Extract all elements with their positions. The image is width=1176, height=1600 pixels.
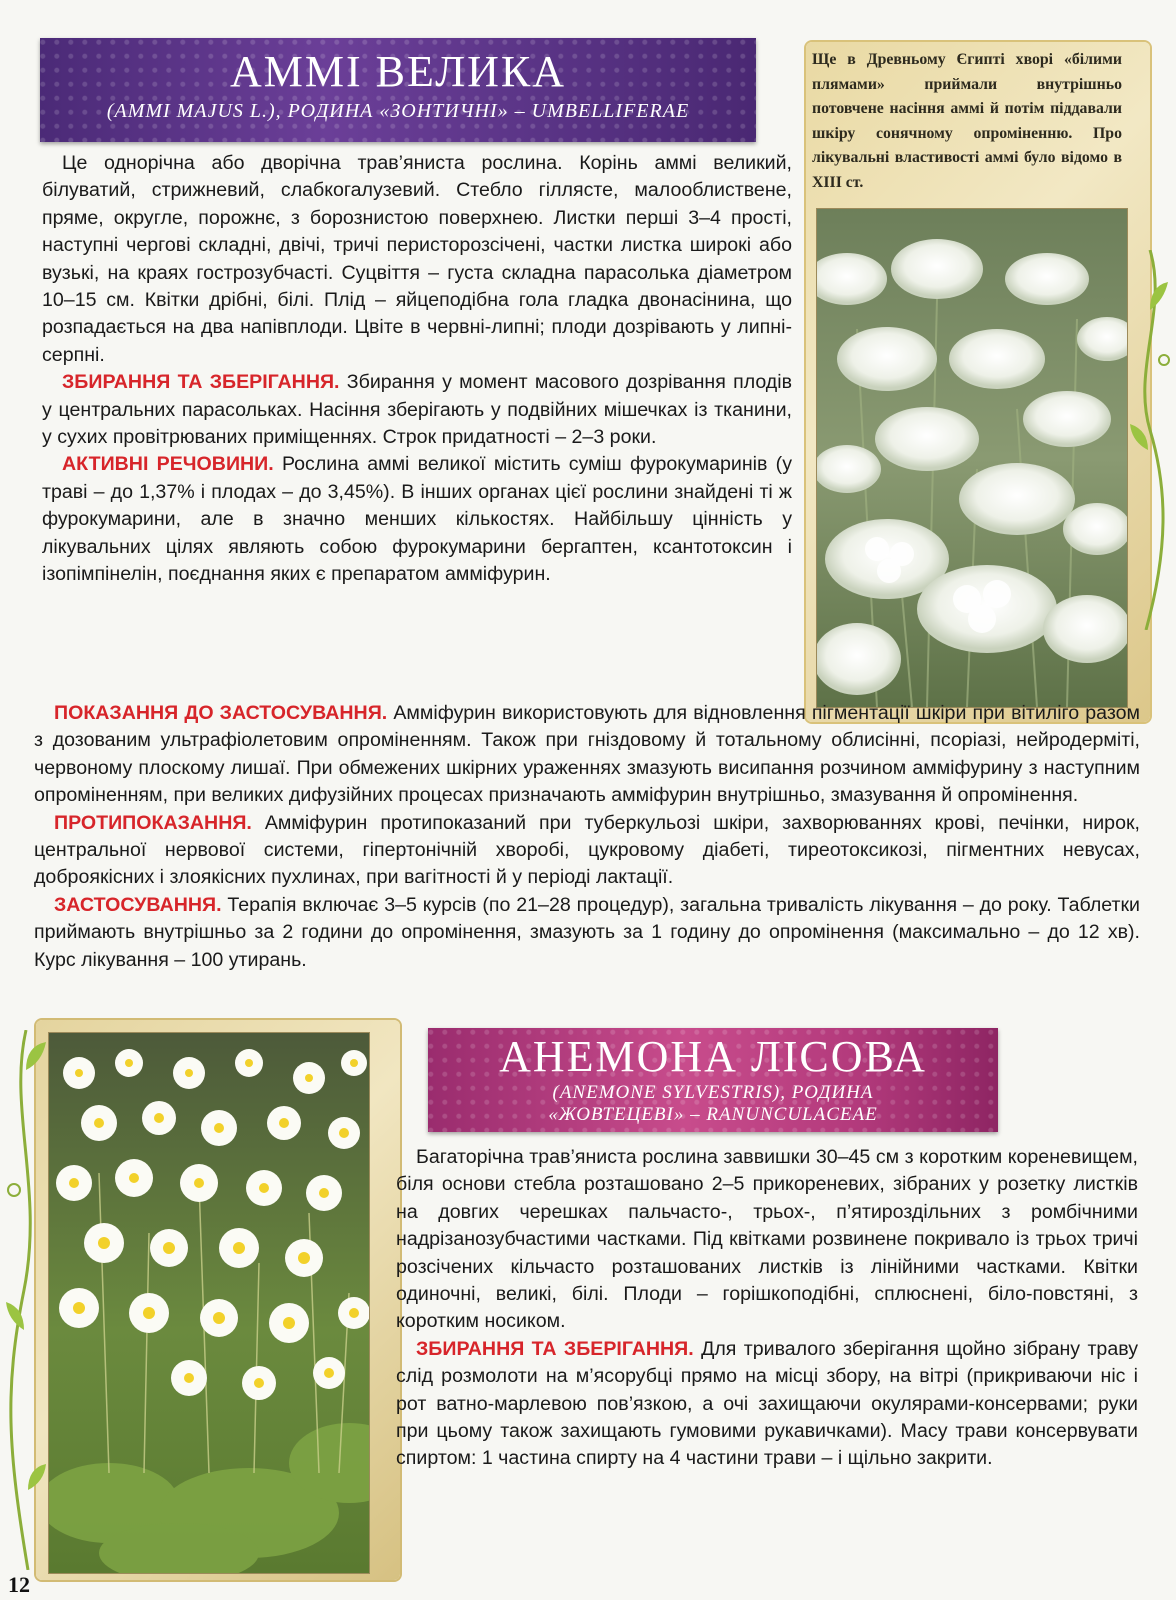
ammi-text-column [42, 150, 792, 589]
ammi-flowers-illustration [817, 209, 1127, 707]
sidebar-note: Ще в Древньому Єгипті хворі «білими плямами» приймали внутрішньо потовчене насіння аммі й потім піддавали шкіру сонячному опроміненню. Про лікувальні властивості аммі було відомо в XIII ст. [812, 51, 1122, 191]
ammi-indications-heading: ПОКАЗАННЯ ДО ЗАСТОСУВАННЯ. [54, 702, 388, 724]
ammi-text-full [34, 700, 1140, 974]
anemone-harvest-paragraph [396, 1336, 1138, 1473]
anemone-flowers-illustration [49, 1033, 369, 1573]
anemone-harvest-text: Для тривалого зберігання щойно зібрану траву слід розмолоти на м’ясорубці прямо на місці збору, на вітрі (прикриваючи ніс і рот ватно-марлевою пов’язкою, а очі захищаючи окулярами-консервами; руки при цьому також захищають гумовими рукавичками). Масу трави консервувати спиртом: 1 частина спирту на 4 частини трави – і щільно закрити. [396, 1337, 1138, 1470]
ammi-harvest-heading: ЗБИРАННЯ ТА ЗБЕРІГАННЯ. [62, 371, 340, 394]
anemone-intro: Багаторічна трав’яниста рослина заввишки 30–45 см з коротким кореневищем, біля основи стебла розташовано 2–5 прикореневих, зібраних у розетку листків на довгих черешках пальчасто-, трьох-, п’ятироздільних з ромбічними надрізанозубчастими частками. Під квітками розвинене покривало із трьох тричі розсічених кільчасто розташованих листків із лінійними частками. Квітки одиночні, великі, білі. Плоди – горішкоподібні, сплюснені, біло-повстяні, з коротким носиком. [396, 1146, 1138, 1333]
anemone-harvest-heading: ЗБИРАННЯ ТА ЗБЕРІГАННЯ. [416, 1337, 694, 1360]
title-banner-ammi [40, 38, 756, 142]
ammi-photo [816, 208, 1128, 708]
ammi-indications-text: Амміфурин використовують для відновлення пігментації шкіри при вітиліго разом з дозованим ультрафіолетовим опроміненням. Також при гніздовому й тотальному облисінні, псоріазі, нейродерміті, червоному плоскому лишаї. При обмежених шкірних ураженнях змазують висипання розчином амміфурину з наступним опроміненням, при великих дифузійних процесах призначають амміфурин внутрішньо, змазування й опромінення. [34, 702, 1140, 807]
ammi-contra-heading: ПРОТИПОКАЗАННЯ. [54, 811, 252, 834]
vine-ornament-right [1128, 250, 1172, 630]
anemone-photo [48, 1032, 370, 1574]
ammi-indications-paragraph [34, 700, 1140, 810]
ammi-active-heading: АКТИВНІ РЕЧОВИНИ. [62, 453, 274, 476]
ammi-harvest-text: Збирання у момент масового дозрівання плодів у центральних парасольках. Насіння зберігають у подвійних мішечках із тканини, у сухих провітрюваних приміщеннях. Строк придатності – 2–3 роки. [42, 371, 793, 449]
ammi-contra-paragraph [34, 810, 1140, 892]
ammi-harvest-paragraph [42, 369, 792, 451]
ammi-active-paragraph [42, 451, 792, 588]
ammi-usage-text: Терапія включає 3–5 курсів (по 21–28 процедур), загальна тривалість лікування – до року. Таблетки приймають внутрішньо за 2 години до опромінення, змазують за 1 годину до опромінення (максимально – до 12 хв). Курс лікування – 100 утирань. [34, 893, 1140, 971]
anemone-text-column [396, 1144, 1138, 1473]
section-title-anemone: АНЕМОНА ЛІСОВА [499, 1032, 927, 1081]
section-subtitle-anemone-line2: «ЖОВТЕЦЕВІ» – RANUNCULACEAE [548, 1104, 878, 1125]
ammi-active-text: Рослина аммі великої містить суміш фурокумаринів (у траві – до 1,37% і плодах – до 3,45%). В інших органах цієї рослини знайдені ті ж фурокумарини, але в значно менших кількостях. Найбільшу цінність у лікувальних цілях являють собою фурокумарини бергаптен, ксантотоксин і ізопімпінелін, поєднання яких є препаратом амміфурин. [42, 453, 792, 586]
section-title-ammi: АММІ ВЕЛИКА [229, 47, 567, 96]
page-number: 12 [8, 1572, 30, 1597]
ammi-usage-paragraph [34, 892, 1140, 974]
section-subtitle-anemone-line1: (ANEMONE SYLVESTRIS), РОДИНА [552, 1082, 874, 1103]
vine-ornament-left [4, 1030, 48, 1570]
section-subtitle-ammi: (AMMI MAJUS L.), РОДИНА «ЗОНТИЧНІ» – UMBELLIFERAE [106, 100, 690, 122]
ammi-usage-heading: ЗАСТОСУВАННЯ. [54, 893, 222, 916]
ammi-contra-text: Амміфурин протипоказаний при туберкульозі шкіри, захворюваннях крові, печінки, нирок, центральної нервової системи, гіпертонічній хворобі, цукровому діабеті, тиреотоксикозі, пігментних невусах, доброякісних і злоякісних пухлинах, при вагітності й у періоді лактації. [34, 811, 1140, 889]
ammi-intro: Це однорічна або дворічна трав’яниста рослина. Корінь аммі великий, білуватий, стрижневий, слабкогалузевий. Стебло гіллясте, малооблиствене, пряме, округле, порожнє, з борознистою поверхнею. Листки перші 3–4 прості, наступні чергові складні, двічі, тричі перисторозсічені, частки листка широкі або вузькі, на краях гострозубчасті. Суцвіття – густа складна парасолька діаметром 10–15 см. Квітки дрібні, білі. Плід – яйцеподібна гола гладка двонасінина, що розпадається на два напівплоди. Цвіте в червні-липні; плоди дозрівають у липні-серпні. [42, 152, 792, 366]
title-banner-anemone [428, 1028, 998, 1132]
